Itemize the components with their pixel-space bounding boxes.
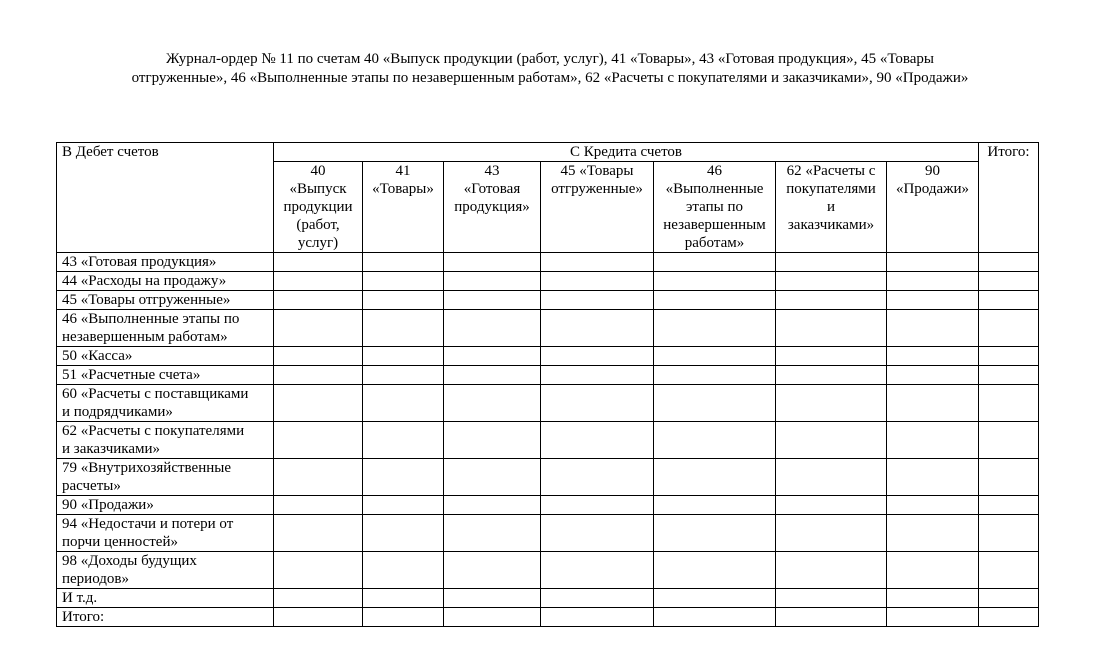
table-row: [57, 459, 1039, 496]
table-cell[interactable]: [654, 422, 776, 459]
table-cell[interactable]: [541, 253, 654, 272]
table-cell[interactable]: [363, 272, 444, 291]
page-title: [60, 50, 1040, 88]
table-row: [57, 272, 1039, 291]
table-row: [57, 589, 1039, 608]
credit-header-cell: [274, 143, 979, 162]
journal-order-table: [56, 142, 1039, 627]
table-cell[interactable]: [541, 496, 654, 515]
table-row: [57, 366, 1039, 385]
table-cell[interactable]: [274, 347, 363, 366]
table-cell[interactable]: [274, 366, 363, 385]
row-label: 90 «Продажи»: [57, 496, 274, 515]
table-cell[interactable]: [654, 272, 776, 291]
table-cell[interactable]: [274, 496, 363, 515]
table-cell[interactable]: [654, 552, 776, 589]
credit-col-46: 46 «Выполненные этапы по незавершенным работам»: [654, 162, 776, 253]
table-cell[interactable]: [776, 515, 887, 552]
table-cell[interactable]: [541, 552, 654, 589]
table-cell[interactable]: [444, 291, 541, 310]
table-cell[interactable]: [444, 347, 541, 366]
table-cell[interactable]: [887, 310, 979, 347]
table-cell[interactable]: [541, 608, 654, 627]
table-row: [57, 422, 1039, 459]
credit-col-40: 40 «Выпуск продукции (работ, услуг): [274, 162, 363, 253]
total-header-cell: [979, 143, 1039, 253]
table-cell[interactable]: [654, 366, 776, 385]
table-cell[interactable]: [444, 608, 541, 627]
table-cell[interactable]: [444, 459, 541, 496]
table-cell[interactable]: [776, 496, 887, 515]
table-cell[interactable]: [776, 310, 887, 347]
table-cell[interactable]: [654, 291, 776, 310]
table-row: [57, 385, 1039, 422]
row-label: 46 «Выполненные этапы по незавершенным работам»: [57, 310, 274, 347]
table-cell[interactable]: [363, 291, 444, 310]
table-cell[interactable]: [274, 385, 363, 422]
table-cell[interactable]: [654, 385, 776, 422]
table-cell[interactable]: [979, 608, 1039, 627]
table-cell[interactable]: [541, 422, 654, 459]
table-cell[interactable]: [776, 422, 887, 459]
debit-header: В Дебет счетов: [62, 144, 159, 160]
table-cell[interactable]: [444, 310, 541, 347]
table-cell[interactable]: [363, 310, 444, 347]
table-cell[interactable]: [979, 272, 1039, 291]
table-cell[interactable]: [444, 253, 541, 272]
table-cell[interactable]: [979, 366, 1039, 385]
table-cell[interactable]: [363, 552, 444, 589]
table-cell[interactable]: [979, 589, 1039, 608]
row-label-total: Итого:: [57, 608, 274, 627]
row-label: 50 «Касса»: [57, 347, 274, 366]
table-cell[interactable]: [776, 253, 887, 272]
table-cell[interactable]: [887, 366, 979, 385]
table-cell[interactable]: [654, 347, 776, 366]
table-cell[interactable]: [776, 291, 887, 310]
table-cell[interactable]: [776, 552, 887, 589]
table-cell[interactable]: [887, 459, 979, 496]
table-cell[interactable]: [444, 385, 541, 422]
table-cell[interactable]: [887, 552, 979, 589]
debit-header-cell: [57, 143, 274, 253]
table-cell[interactable]: [363, 253, 444, 272]
table-row: [57, 310, 1039, 347]
table-cell[interactable]: [979, 515, 1039, 552]
credit-col-43: 43 «Готовая продукция»: [444, 162, 541, 253]
table-cell[interactable]: [654, 253, 776, 272]
table-row: [57, 515, 1039, 552]
credit-col-41: 41 «Товары»: [363, 162, 444, 253]
table-cell[interactable]: [444, 422, 541, 459]
table-cell[interactable]: [363, 385, 444, 422]
table-cell[interactable]: [541, 589, 654, 608]
table-cell[interactable]: [274, 459, 363, 496]
table-cell[interactable]: [274, 589, 363, 608]
total-header: Итого:: [987, 144, 1030, 160]
table-cell[interactable]: [274, 552, 363, 589]
table-cell[interactable]: [274, 310, 363, 347]
row-label: 79 «Внутрихозяйственные расчеты»: [57, 459, 274, 496]
row-label: 43 «Готовая продукция»: [57, 253, 274, 272]
table-cell[interactable]: [541, 291, 654, 310]
table-cell[interactable]: [887, 291, 979, 310]
table-cell[interactable]: [444, 552, 541, 589]
table-cell[interactable]: [363, 515, 444, 552]
table-cell[interactable]: [776, 589, 887, 608]
table-cell[interactable]: [887, 608, 979, 627]
table-cell[interactable]: [979, 385, 1039, 422]
row-label: 94 «Недостачи и потери от порчи ценностей»: [57, 515, 274, 552]
table-cell[interactable]: [274, 422, 363, 459]
table-cell[interactable]: [274, 253, 363, 272]
table-cell[interactable]: [541, 347, 654, 366]
table-cell[interactable]: [776, 366, 887, 385]
table-cell[interactable]: [541, 385, 654, 422]
title-line-2: отгруженные», 46 «Выполненные этапы по незавершенным работам», 62 «Расчеты с покупателями и заказчиками», 90 «Продажи»: [131, 70, 969, 86]
row-label: 62 «Расчеты с покупателями и заказчиками»: [57, 422, 274, 459]
table-cell[interactable]: [887, 589, 979, 608]
row-label: 98 «Доходы будущих периодов»: [57, 552, 274, 589]
table-cell[interactable]: [654, 310, 776, 347]
credit-header: С Кредита счетов: [569, 144, 683, 160]
table-cell[interactable]: [654, 608, 776, 627]
table-cell[interactable]: [363, 366, 444, 385]
table-cell[interactable]: [363, 347, 444, 366]
table-cell[interactable]: [444, 366, 541, 385]
table-cell[interactable]: [887, 272, 979, 291]
table-cell[interactable]: [979, 310, 1039, 347]
credit-col-45: 45 «Товары отгруженные»: [541, 162, 654, 253]
table-cell[interactable]: [444, 496, 541, 515]
row-label: 45 «Товары отгруженные»: [57, 291, 274, 310]
credit-col-62: 62 «Расчеты с покупателями и заказчиками»: [776, 162, 887, 253]
table-cell[interactable]: [541, 459, 654, 496]
table-cell[interactable]: [541, 515, 654, 552]
table-row: [57, 291, 1039, 310]
title-line-1: Журнал-ордер № 11 по счетам 40 «Выпуск продукции (работ, услуг), 41 «Товары», 43 «Готовая продукция», 45 «Товары: [165, 51, 935, 67]
table-cell[interactable]: [887, 422, 979, 459]
table-cell[interactable]: [887, 253, 979, 272]
table-cell[interactable]: [654, 515, 776, 552]
table-cell[interactable]: [979, 347, 1039, 366]
table-cell[interactable]: [654, 589, 776, 608]
table-cell[interactable]: [541, 366, 654, 385]
table-cell[interactable]: [979, 291, 1039, 310]
table-cell[interactable]: [274, 608, 363, 627]
table-cell[interactable]: [887, 496, 979, 515]
table-cell[interactable]: [654, 459, 776, 496]
table-cell[interactable]: [654, 496, 776, 515]
row-label: 44 «Расходы на продажу»: [57, 272, 274, 291]
table-cell[interactable]: [274, 272, 363, 291]
table-cell[interactable]: [776, 385, 887, 422]
table-row-total: [57, 608, 1039, 627]
table-cell[interactable]: [363, 459, 444, 496]
table-row: [57, 552, 1039, 589]
table-cell[interactable]: [444, 589, 541, 608]
table-cell[interactable]: [979, 422, 1039, 459]
table-cell[interactable]: [444, 515, 541, 552]
table-cell[interactable]: [776, 608, 887, 627]
table-cell[interactable]: [979, 496, 1039, 515]
table-cell[interactable]: [363, 422, 444, 459]
table-row: [57, 496, 1039, 515]
row-label: И т.д.: [57, 589, 274, 608]
table-cell[interactable]: [363, 496, 444, 515]
table-cell[interactable]: [541, 310, 654, 347]
table-cell[interactable]: [363, 608, 444, 627]
table-cell[interactable]: [363, 589, 444, 608]
table-cell[interactable]: [979, 459, 1039, 496]
table-cell[interactable]: [887, 347, 979, 366]
table-cell[interactable]: [776, 347, 887, 366]
table-cell[interactable]: [274, 291, 363, 310]
row-label: 51 «Расчетные счета»: [57, 366, 274, 385]
table-cell[interactable]: [979, 253, 1039, 272]
table-cell[interactable]: [444, 272, 541, 291]
table-cell[interactable]: [979, 552, 1039, 589]
table-cell[interactable]: [776, 459, 887, 496]
row-label: 60 «Расчеты с поставщиками и подрядчиками»: [57, 385, 274, 422]
table-row: [57, 347, 1039, 366]
table-cell[interactable]: [274, 515, 363, 552]
table-cell[interactable]: [887, 515, 979, 552]
table-cell[interactable]: [541, 272, 654, 291]
credit-col-90: 90 «Продажи»: [887, 162, 979, 253]
table-cell[interactable]: [887, 385, 979, 422]
table-cell[interactable]: [776, 272, 887, 291]
table-row: [57, 253, 1039, 272]
